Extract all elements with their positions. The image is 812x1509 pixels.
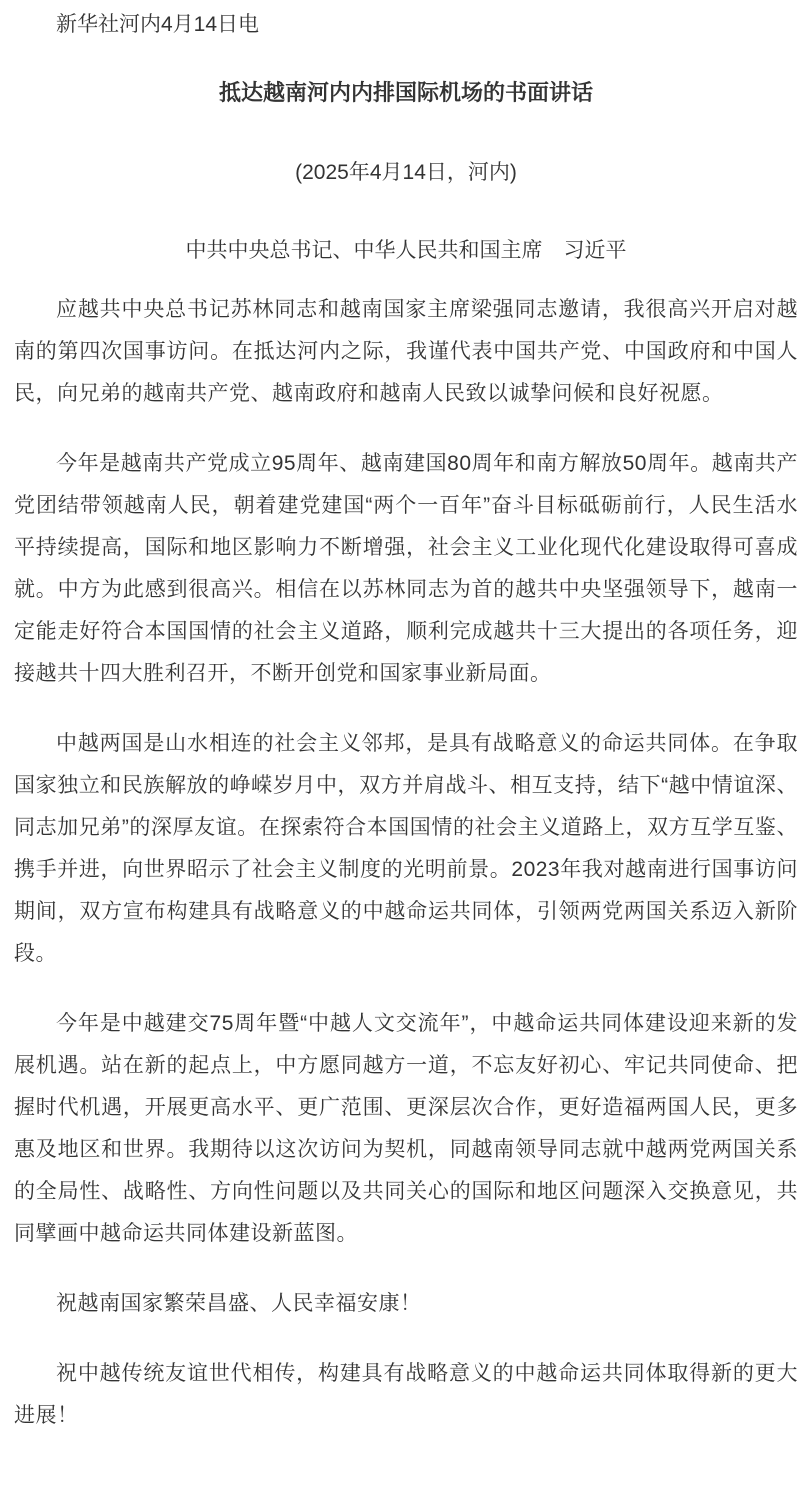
article-title: 抵达越南河内内排国际机场的书面讲话 xyxy=(218,80,593,105)
paragraph: 祝中越传统友谊世代相传，构建具有战略意义的中越命运共同体取得新的更大进展！ xyxy=(14,1362,798,1427)
paragraph: 今年是越南共产党成立95周年、越南建国80周年和南方解放50周年。越南共产党团结带领越南人民，朝着建党建国“两个一百年”奋斗目标砥砺前行，人民生活水平持续提高，国际和地区影响力不断增强，社会主义工业化现代化建设取得可喜成就。中方为此感到很高兴。相信在以苏林同志为首的越共中央坚强领导下，越南一定能走好符合本国国情的社会主义道路，顺利完成越共十三大提出的各项任务，迎接越共十四大胜利召开，不断开创党和国家事业新局面。 xyxy=(14,452,798,685)
dateline: 新华社河内4月14日电 xyxy=(56,13,260,36)
byline: 中共中央总书记、中华人民共和国主席 习近平 xyxy=(185,239,627,262)
paragraph: 今年是中越建交75周年暨“中越人文交流年”，中越命运共同体建设迎来新的发展机遇。站在新的起点上，中方愿同越方一道，不忘友好初心、牢记共同使命、把握时代机遇，开展更高水平、更广范围、更深层次合作，更好造福两国人民，更多惠及地区和世界。我期待以这次访问为契机，同越南领导同志就中越两党两国关系的全局性、战略性、方向性问题以及共同关心的国际和地区问题深入交换意见，共同擘画中越命运共同体建设新蓝图。 xyxy=(14,1012,798,1245)
paragraph: 应越共中央总书记苏林同志和越南国家主席梁强同志邀请，我很高兴开启对越南的第四次国事访问。在抵达河内之际，我谨代表中国共产党、中国政府和中国人民，向兄弟的越南共产党、越南政府和越南人民致以诚挚问候和良好祝愿。 xyxy=(14,298,798,405)
paragraph: 中越两国是山水相连的社会主义邻邦，是具有战略意义的命运共同体。在争取国家独立和民族解放的峥嵘岁月中，双方并肩战斗、相互支持，结下“越中情谊深、同志加兄弟”的深厚友谊。在探索符合本国国情的社会主义道路上，双方互学互鉴、携手并进，向世界昭示了社会主义制度的光明前景。2023年我对越南进行国事访问期间，双方宣布构建具有战略意义的中越命运共同体，引领两党两国关系迈入新阶段。 xyxy=(14,732,798,965)
date-location: (2025年4月14日，河内) xyxy=(295,161,517,184)
paragraph: 祝越南国家繁荣昌盛、人民幸福安康！ xyxy=(56,1292,422,1315)
